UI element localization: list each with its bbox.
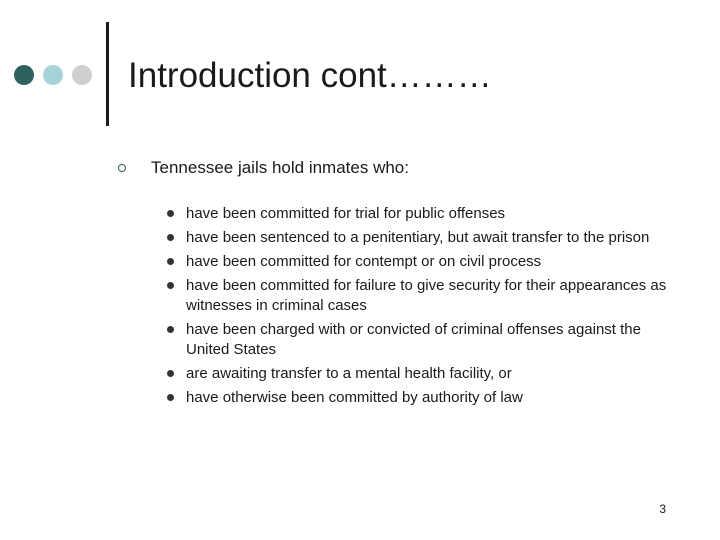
- gray-dot-icon: [72, 65, 92, 85]
- list-item-text: have been committed for contempt or on civil process: [186, 253, 542, 270]
- list-item: [167, 364, 677, 384]
- filled-circle-icon: [167, 258, 174, 265]
- light-teal-dot-icon: [43, 65, 63, 85]
- list-item: [167, 228, 677, 248]
- list-item: [167, 320, 677, 360]
- slide-title: Introduction cont………: [128, 56, 492, 95]
- main-bullet-item: [118, 158, 678, 178]
- circle-outline-icon: [118, 164, 126, 172]
- filled-circle-icon: [167, 394, 174, 401]
- list-item-text: are awaiting transfer to a mental health facility, or: [186, 365, 512, 382]
- filled-circle-icon: [167, 234, 174, 241]
- page-number: 3: [659, 502, 666, 516]
- sub-bullet-list: [167, 204, 677, 412]
- decorative-dots: [14, 65, 101, 85]
- filled-circle-icon: [167, 326, 174, 333]
- list-item: [167, 276, 677, 316]
- main-bullet: [118, 158, 678, 178]
- filled-circle-icon: [167, 370, 174, 377]
- title-divider: [106, 22, 109, 126]
- list-item-text: have been charged with or convicted of criminal offenses against the United States: [186, 321, 641, 358]
- list-item: [167, 204, 677, 224]
- main-bullet-text: Tennessee jails hold inmates who:: [151, 158, 409, 177]
- list-item-text: have otherwise been committed by authority of law: [186, 389, 523, 406]
- list-item-text: have been committed for trial for public offenses: [186, 205, 506, 222]
- list-item: [167, 388, 677, 408]
- filled-circle-icon: [167, 282, 174, 289]
- filled-circle-icon: [167, 210, 174, 217]
- list-item-text: have been sentenced to a penitentiary, but await transfer to the prison: [186, 229, 650, 246]
- dark-teal-dot-icon: [14, 65, 34, 85]
- list-item: [167, 252, 677, 272]
- list-item-text: have been committed for failure to give security for their appearances as witnesses in criminal cases: [186, 277, 667, 314]
